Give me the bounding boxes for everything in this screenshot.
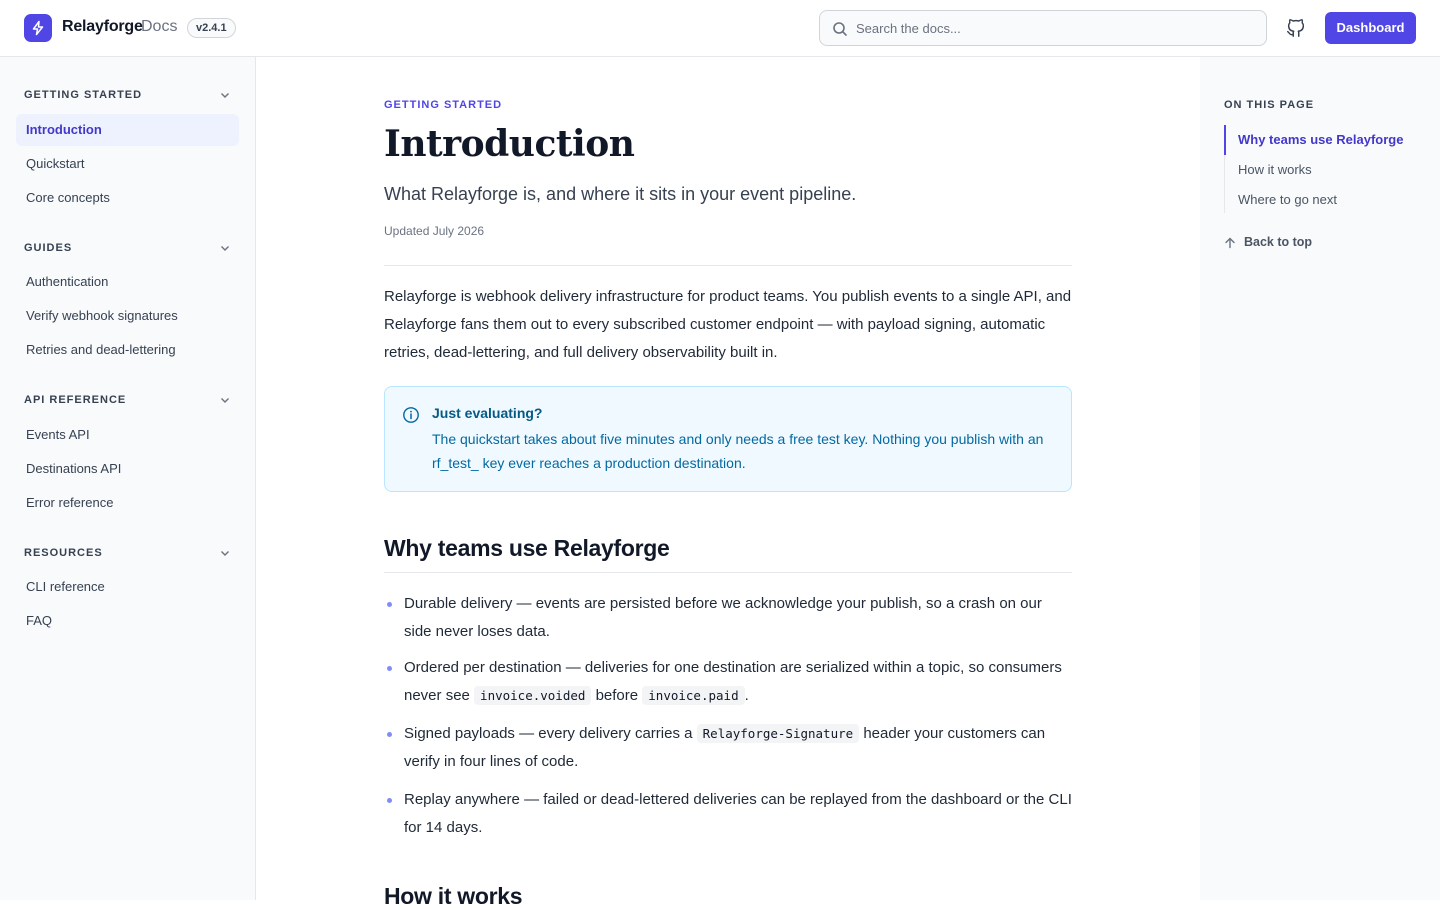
sidebar-section-getting-started[interactable] xyxy=(24,87,232,103)
bullet-dot xyxy=(387,602,392,607)
list-item-text xyxy=(404,720,1072,776)
updated-date: Updated July 2026 xyxy=(384,224,485,238)
chevron-down-icon xyxy=(220,90,230,100)
sidebar-item-events-api[interactable]: Events API xyxy=(26,427,90,442)
sidebar-section-title: RESOURCES xyxy=(24,547,103,559)
toc-title: ON THIS PAGE xyxy=(1224,99,1315,111)
page-title: Introduction xyxy=(384,123,635,165)
sidebar-item-faq[interactable]: FAQ xyxy=(26,613,53,628)
lightning-icon xyxy=(30,20,46,36)
github-icon[interactable] xyxy=(1285,17,1307,39)
list-item-text-part: Ordered per destination — deliveries for one destination are serialized within a topic, so consumers never see xyxy=(404,659,1062,704)
search-icon xyxy=(832,21,848,37)
toc-item-how[interactable]: How it works xyxy=(1238,162,1312,177)
sidebar-item-error-reference[interactable]: Error reference xyxy=(26,495,114,510)
sidebar-item-authentication[interactable]: Authentication xyxy=(26,274,109,289)
sidebar-item-retries-dead-lettering[interactable]: Retries and dead-lettering xyxy=(26,342,176,357)
inline-code: invoice.paid xyxy=(642,686,744,705)
search-placeholder: Search the docs... xyxy=(856,21,961,36)
chevron-down-icon xyxy=(220,243,230,253)
divider xyxy=(384,572,1072,573)
list-item-text: Replay anywhere — failed or dead-lettered deliveries can be replayed from the dashboard or the CLI for 14 days. xyxy=(404,791,1072,836)
bullet-dot xyxy=(387,666,392,671)
section-heading-why: Why teams use Relayforge xyxy=(384,535,670,561)
inline-code: Relayforge-Signature xyxy=(697,724,860,743)
intro-paragraph: Relayforge is webhook delivery infrastructure for product teams. You publish events to a single API, and Relayforge fans them out to every subscribed customer endpoint — with payload signing, automatic retries, dead-lettering, and full delivery observability built in. xyxy=(384,288,1072,361)
sidebar-section-title: GUIDES xyxy=(24,242,73,254)
sidebar-item-verify-webhook-signatures[interactable]: Verify webhook signatures xyxy=(26,308,178,323)
dashboard-button[interactable]: Dashboard xyxy=(1325,12,1416,44)
table-of-contents xyxy=(1200,57,1440,900)
toc-item-next[interactable]: Where to go next xyxy=(1238,192,1337,207)
arrow-up-icon xyxy=(1224,237,1236,249)
callout-body: The quickstart takes about five minutes and only needs a free test key. Nothing you publish with an rf_test_ key ever reaches a production destination. xyxy=(432,431,1044,471)
list-item-text: Durable delivery — events are persisted before we acknowledge your publish, so a crash on our side never loses data. xyxy=(404,595,1042,640)
back-to-top-label: Back to top xyxy=(1244,235,1313,249)
search-input[interactable] xyxy=(819,10,1267,46)
brand-suffix: Docs xyxy=(141,18,178,35)
sidebar-item-introduction[interactable]: Introduction xyxy=(16,114,239,146)
chevron-down-icon xyxy=(220,395,230,405)
brand-name[interactable]: Relayforge xyxy=(62,18,143,35)
callout-title: Just evaluating? xyxy=(432,405,543,421)
sidebar-section-guides[interactable] xyxy=(24,240,232,256)
relayforge-logo[interactable] xyxy=(24,14,52,42)
bullet-dot xyxy=(387,798,392,803)
inline-code: invoice.voided xyxy=(474,686,591,705)
top-header xyxy=(0,0,1440,57)
sidebar-section-api-reference[interactable] xyxy=(24,392,232,408)
sidebar-section-resources[interactable] xyxy=(24,545,232,561)
toc-item-why[interactable]: Why teams use Relayforge xyxy=(1224,125,1403,155)
sidebar-item-quickstart[interactable]: Quickstart xyxy=(26,156,85,171)
chevron-down-icon xyxy=(220,548,230,558)
info-callout xyxy=(384,386,1072,492)
list-item-text-part: before xyxy=(591,687,643,704)
sidebar-section-title: API REFERENCE xyxy=(24,394,127,406)
list-item-text-part: Signed payloads — every delivery carries a xyxy=(404,725,697,742)
section-heading-how: How it works xyxy=(384,883,523,909)
divider xyxy=(384,265,1072,266)
list-item-text-part: header your customers can verify in four lines of code. xyxy=(404,725,1046,770)
sidebar-item-cli-reference[interactable]: CLI reference xyxy=(26,579,105,594)
breadcrumb: GETTING STARTED xyxy=(384,99,503,111)
list-item-text-part: . xyxy=(744,687,749,704)
page-lede: What Relayforge is, and where it sits in your event pipeline. xyxy=(384,184,857,204)
sidebar-section-title: GETTING STARTED xyxy=(24,89,143,101)
bullet-dot xyxy=(387,732,392,737)
sidebar xyxy=(0,57,256,900)
info-icon xyxy=(402,406,420,424)
sidebar-item-destinations-api[interactable]: Destinations API xyxy=(26,461,122,476)
sidebar-item-core-concepts[interactable]: Core concepts xyxy=(26,190,110,205)
version-badge[interactable]: v2.4.1 xyxy=(187,18,236,38)
list-item-text xyxy=(404,654,1072,710)
